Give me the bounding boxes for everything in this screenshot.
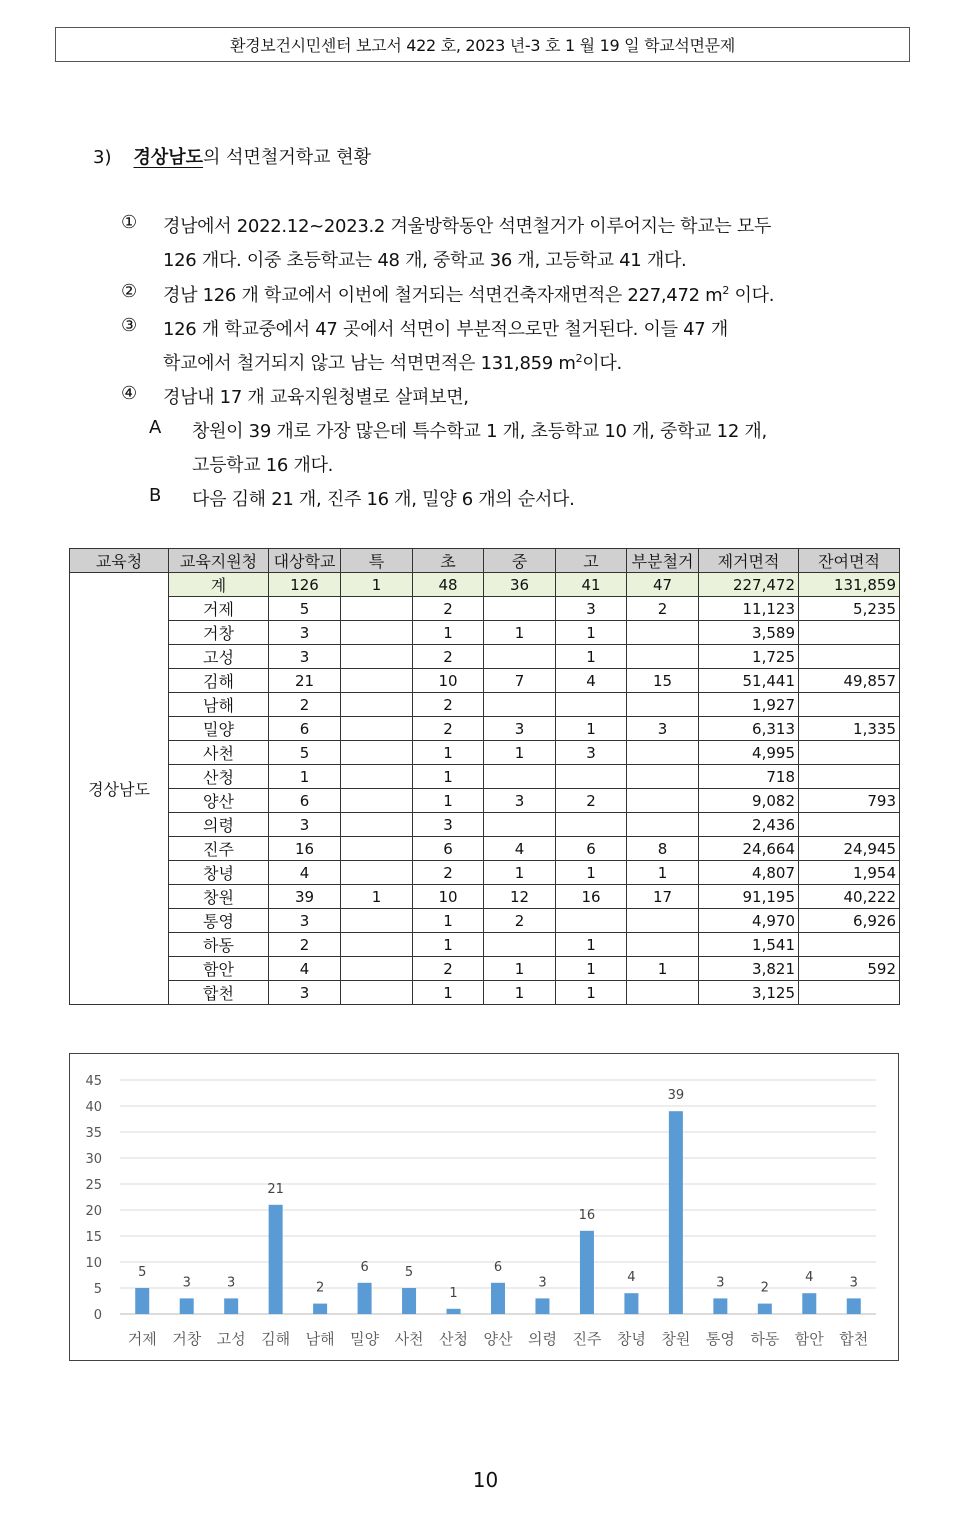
table-cell xyxy=(799,813,900,837)
data-label: 5 xyxy=(138,1265,147,1280)
column-header: 초 xyxy=(413,549,484,573)
bar-산청 xyxy=(447,1309,461,1314)
table-cell xyxy=(627,621,699,645)
table-cell: 3 xyxy=(627,717,699,741)
y-tick-label: 35 xyxy=(85,1126,102,1141)
table-cell xyxy=(627,909,699,933)
total-cell: 48 xyxy=(413,573,484,597)
table-cell: 1 xyxy=(413,933,484,957)
x-category-label: 산청 xyxy=(439,1330,469,1348)
table-cell: 8 xyxy=(627,837,699,861)
table-cell: 4 xyxy=(269,957,341,981)
bar-창원 xyxy=(669,1111,683,1314)
bar-의령 xyxy=(535,1298,549,1314)
table-cell xyxy=(484,597,556,621)
table-cell: 10 xyxy=(413,669,484,693)
section-title xyxy=(93,143,371,169)
table-cell xyxy=(799,645,900,669)
office-name-cell: 산청 xyxy=(169,765,269,789)
table-cell: 3,125 xyxy=(699,981,799,1005)
table-cell: 793 xyxy=(799,789,900,813)
office-name-cell: 통영 xyxy=(169,909,269,933)
table-cell: 3 xyxy=(484,789,556,813)
table-cell: 3 xyxy=(269,621,341,645)
table-cell xyxy=(627,765,699,789)
table-cell: 1 xyxy=(413,765,484,789)
region-cell: 경상남도 xyxy=(70,573,169,1005)
table-cell: 2 xyxy=(556,789,627,813)
table-row xyxy=(70,933,900,957)
subitem-marker: B xyxy=(149,485,162,506)
y-tick-label: 10 xyxy=(85,1256,102,1271)
table-cell: 6 xyxy=(556,837,627,861)
table-cell: 1 xyxy=(413,789,484,813)
x-category-label: 양산 xyxy=(483,1330,513,1348)
table-row xyxy=(70,909,900,933)
x-category-label: 창원 xyxy=(661,1330,691,1348)
office-name-cell: 창녕 xyxy=(169,861,269,885)
bar-통영 xyxy=(713,1298,727,1314)
table-row xyxy=(70,645,900,669)
report-header xyxy=(55,27,910,62)
table-cell: 718 xyxy=(699,765,799,789)
table-row xyxy=(70,813,900,837)
table-cell: 5 xyxy=(269,741,341,765)
bar-창녕 xyxy=(624,1293,638,1314)
table-cell xyxy=(341,861,413,885)
column-header: 부분철거 xyxy=(627,549,699,573)
table-cell xyxy=(341,693,413,717)
table-cell xyxy=(556,909,627,933)
table-row xyxy=(70,981,900,1005)
x-category-label: 통영 xyxy=(705,1330,735,1348)
table-cell: 16 xyxy=(556,885,627,909)
table-cell: 2 xyxy=(627,597,699,621)
item-2-line xyxy=(163,281,774,307)
item-marker: ③ xyxy=(121,315,138,336)
superscript: 2 xyxy=(575,352,583,365)
table-cell: 4,807 xyxy=(699,861,799,885)
data-label: 39 xyxy=(667,1088,685,1104)
table-cell xyxy=(341,717,413,741)
table-cell: 2 xyxy=(269,933,341,957)
table-cell: 6 xyxy=(269,717,341,741)
table-cell: 1,541 xyxy=(699,933,799,957)
table-cell xyxy=(341,645,413,669)
table-cell: 9,082 xyxy=(699,789,799,813)
table-cell: 49,857 xyxy=(799,669,900,693)
table-cell xyxy=(627,933,699,957)
table-cell xyxy=(556,693,627,717)
data-label: 4 xyxy=(805,1270,814,1286)
table-cell: 2 xyxy=(413,597,484,621)
table-cell: 2 xyxy=(413,957,484,981)
table-cell: 3,589 xyxy=(699,621,799,645)
data-label: 1 xyxy=(449,1285,458,1301)
data-label: 6 xyxy=(360,1259,369,1275)
table-cell: 2 xyxy=(413,693,484,717)
item-marker: ② xyxy=(121,281,138,302)
superscript: 2 xyxy=(722,284,730,297)
table-cell: 24,664 xyxy=(699,837,799,861)
column-header: 대상학교 xyxy=(269,549,341,573)
table-row xyxy=(70,837,900,861)
table-cell: 1,335 xyxy=(799,717,900,741)
table-cell xyxy=(341,669,413,693)
table-cell: 3 xyxy=(556,597,627,621)
table-cell: 1 xyxy=(269,765,341,789)
item-marker: ① xyxy=(121,212,138,233)
table-cell xyxy=(484,693,556,717)
table-cell xyxy=(627,645,699,669)
table-cell: 1,725 xyxy=(699,645,799,669)
y-tick-label: 25 xyxy=(85,1178,102,1193)
y-tick-label: 30 xyxy=(85,1152,102,1167)
office-name-cell: 함안 xyxy=(169,957,269,981)
table-row xyxy=(70,789,900,813)
x-category-label: 거창 xyxy=(172,1330,202,1348)
data-label: 3 xyxy=(538,1275,547,1291)
item-2-text-end: 이다. xyxy=(729,285,775,306)
table-cell: 3 xyxy=(269,645,341,669)
table-cell: 6,926 xyxy=(799,909,900,933)
total-label: 계 xyxy=(169,573,269,597)
table-cell xyxy=(627,693,699,717)
data-label: 3 xyxy=(849,1275,858,1291)
table-cell xyxy=(799,765,900,789)
table-row xyxy=(70,765,900,789)
table-cell: 1 xyxy=(484,861,556,885)
y-tick-label: 0 xyxy=(93,1308,102,1323)
table-cell: 1 xyxy=(556,933,627,957)
bar-김해 xyxy=(269,1205,283,1314)
table-cell: 4 xyxy=(269,861,341,885)
table-cell: 1 xyxy=(556,957,627,981)
subitem-a-line-2: 고등학교 16 개다. xyxy=(192,455,334,476)
table-cell xyxy=(799,621,900,645)
x-category-label: 하동 xyxy=(750,1330,780,1348)
subitem-a-line-1: 창원이 39 개로 가장 많은데 특수학교 1 개, 초등학교 10 개, 중학교 12 개, xyxy=(192,421,767,442)
table-cell: 91,195 xyxy=(699,885,799,909)
table-cell: 1 xyxy=(556,621,627,645)
table-cell: 2 xyxy=(413,645,484,669)
table-row xyxy=(70,669,900,693)
table-cell xyxy=(341,957,413,981)
table-cell: 1 xyxy=(556,981,627,1005)
total-cell: 41 xyxy=(556,573,627,597)
table-cell: 1 xyxy=(556,717,627,741)
table-cell: 10 xyxy=(413,885,484,909)
table-cell: 2 xyxy=(413,861,484,885)
table-cell xyxy=(484,813,556,837)
table-row xyxy=(70,621,900,645)
table-cell: 1 xyxy=(413,741,484,765)
office-name-cell: 거제 xyxy=(169,597,269,621)
table-cell: 40,222 xyxy=(799,885,900,909)
table-cell: 6 xyxy=(413,837,484,861)
table-cell: 5 xyxy=(269,597,341,621)
table-cell: 15 xyxy=(627,669,699,693)
table-row xyxy=(70,597,900,621)
bar-양산 xyxy=(491,1283,505,1314)
report-header-text: 환경보건시민센터 보고서 422 호, 2023 년-3 호 1 월 19 일 학교석면문제 xyxy=(229,36,735,55)
data-label: 2 xyxy=(315,1280,325,1296)
table-cell xyxy=(627,813,699,837)
column-header: 고 xyxy=(556,549,627,573)
table-cell xyxy=(484,645,556,669)
table-cell: 3 xyxy=(556,741,627,765)
schools-by-office-chart xyxy=(69,1053,899,1361)
item-1-line-1: 경남에서 2022.12~2023.2 겨울방학동안 석면철거가 이루어지는 학교는 모두 xyxy=(163,216,772,237)
table-cell: 1 xyxy=(627,861,699,885)
column-header: 특 xyxy=(341,549,413,573)
table-row xyxy=(70,741,900,765)
office-name-cell: 합천 xyxy=(169,981,269,1005)
asbestos-schools-table xyxy=(69,548,900,1005)
table-row xyxy=(70,885,900,909)
data-label: 3 xyxy=(182,1275,191,1291)
table-cell: 11,123 xyxy=(699,597,799,621)
x-category-label: 고성 xyxy=(216,1330,246,1348)
subitem-marker: A xyxy=(149,417,162,438)
table-cell: 4 xyxy=(556,669,627,693)
table-cell: 1 xyxy=(484,621,556,645)
table-cell: 4 xyxy=(484,837,556,861)
table-cell xyxy=(341,909,413,933)
total-cell: 1 xyxy=(341,573,413,597)
column-header: 잔여면적 xyxy=(799,549,900,573)
y-tick-label: 40 xyxy=(85,1100,102,1115)
item-3-line-2 xyxy=(163,349,622,375)
table-cell: 2 xyxy=(269,693,341,717)
table-cell xyxy=(341,597,413,621)
column-header: 교육지원청 xyxy=(169,549,269,573)
table-cell: 3 xyxy=(413,813,484,837)
bar-합천 xyxy=(847,1298,861,1314)
subitem-b-line: 다음 김해 21 개, 진주 16 개, 밀양 6 개의 순서다. xyxy=(192,489,575,510)
y-tick-label: 5 xyxy=(93,1282,102,1297)
table-cell: 3 xyxy=(484,717,556,741)
data-label: 6 xyxy=(493,1259,503,1275)
x-category-label: 진주 xyxy=(572,1330,602,1348)
table-row xyxy=(70,693,900,717)
table-cell: 1 xyxy=(556,645,627,669)
bar-chart-svg xyxy=(70,1054,898,1360)
column-header: 제거면적 xyxy=(699,549,799,573)
data-label: 3 xyxy=(227,1275,236,1291)
table-cell xyxy=(799,933,900,957)
table-cell: 6 xyxy=(269,789,341,813)
table-total-row xyxy=(70,573,900,597)
table-cell: 592 xyxy=(799,957,900,981)
bar-고성 xyxy=(224,1298,238,1314)
table-cell xyxy=(341,837,413,861)
data-label: 4 xyxy=(627,1270,636,1286)
table-row xyxy=(70,957,900,981)
table-cell xyxy=(484,765,556,789)
table-cell: 1 xyxy=(484,741,556,765)
y-tick-label: 45 xyxy=(85,1074,102,1089)
bar-사천 xyxy=(402,1288,416,1314)
table-cell: 3,821 xyxy=(699,957,799,981)
table-cell: 1 xyxy=(556,861,627,885)
table-cell: 1 xyxy=(413,621,484,645)
table-cell xyxy=(341,933,413,957)
section-title-region: 경상남도 xyxy=(133,147,204,168)
table-cell: 1 xyxy=(413,909,484,933)
table-cell xyxy=(799,741,900,765)
table-cell: 6,313 xyxy=(699,717,799,741)
page-number: 10 xyxy=(472,1468,499,1492)
total-cell: 227,472 xyxy=(699,573,799,597)
table-cell: 1 xyxy=(484,981,556,1005)
office-name-cell: 진주 xyxy=(169,837,269,861)
bar-밀양 xyxy=(358,1283,372,1314)
table-cell xyxy=(799,693,900,717)
table-cell: 17 xyxy=(627,885,699,909)
table-cell: 4,995 xyxy=(699,741,799,765)
office-name-cell: 의령 xyxy=(169,813,269,837)
x-category-label: 의령 xyxy=(527,1330,557,1348)
table-cell xyxy=(799,981,900,1005)
x-category-label: 합천 xyxy=(839,1330,869,1348)
item-3-line-1: 126 개 학교중에서 47 곳에서 석면이 부분적으로만 철거된다. 이들 47 개 xyxy=(163,319,728,340)
column-header: 중 xyxy=(484,549,556,573)
x-category-label: 거제 xyxy=(127,1330,157,1348)
bar-진주 xyxy=(580,1231,594,1314)
item-3-text: 학교에서 철거되지 않고 남는 석면면적은 131,859 m xyxy=(163,353,576,374)
table-cell: 12 xyxy=(484,885,556,909)
table-cell: 24,945 xyxy=(799,837,900,861)
office-name-cell: 사천 xyxy=(169,741,269,765)
table-cell: 3 xyxy=(269,909,341,933)
table-cell: 39 xyxy=(269,885,341,909)
x-category-label: 함안 xyxy=(794,1330,824,1348)
table-cell: 2 xyxy=(484,909,556,933)
office-name-cell: 창원 xyxy=(169,885,269,909)
table-cell: 1 xyxy=(484,957,556,981)
table-cell: 1 xyxy=(413,981,484,1005)
office-name-cell: 하동 xyxy=(169,933,269,957)
total-cell: 131,859 xyxy=(799,573,900,597)
table-cell xyxy=(341,789,413,813)
table-cell: 1 xyxy=(627,957,699,981)
section-title-rest: 의 석면철거학교 현황 xyxy=(203,147,371,168)
table-cell xyxy=(484,933,556,957)
table-cell xyxy=(341,813,413,837)
column-header: 교육청 xyxy=(70,549,169,573)
table-cell xyxy=(341,765,413,789)
table-cell: 51,441 xyxy=(699,669,799,693)
office-name-cell: 고성 xyxy=(169,645,269,669)
total-cell: 36 xyxy=(484,573,556,597)
data-label: 2 xyxy=(760,1280,769,1296)
data-label: 3 xyxy=(716,1275,725,1291)
bar-남해 xyxy=(313,1304,327,1314)
total-cell: 47 xyxy=(627,573,699,597)
table-cell: 7 xyxy=(484,669,556,693)
bar-함안 xyxy=(802,1293,816,1314)
x-category-label: 창녕 xyxy=(616,1330,646,1348)
table-cell xyxy=(556,813,627,837)
item-2-text: 경남 126 개 학교에서 이번에 철거되는 석면건축자재면적은 227,472 m xyxy=(163,285,723,306)
office-name-cell: 김해 xyxy=(169,669,269,693)
office-name-cell: 거창 xyxy=(169,621,269,645)
table-cell: 21 xyxy=(269,669,341,693)
table-cell: 5,235 xyxy=(799,597,900,621)
bar-거제 xyxy=(135,1288,149,1314)
table-cell xyxy=(627,981,699,1005)
office-name-cell: 양산 xyxy=(169,789,269,813)
total-cell: 126 xyxy=(269,573,341,597)
table-header-row xyxy=(70,549,900,573)
office-name-cell: 밀양 xyxy=(169,717,269,741)
x-category-label: 김해 xyxy=(261,1330,291,1348)
data-label: 16 xyxy=(578,1207,596,1223)
table-cell: 16 xyxy=(269,837,341,861)
table-cell: 1,954 xyxy=(799,861,900,885)
section-number: 3) xyxy=(93,147,112,168)
item-4-line: 경남내 17 개 교육지원청별로 살펴보면, xyxy=(163,387,469,408)
office-name-cell: 남해 xyxy=(169,693,269,717)
table-cell xyxy=(341,741,413,765)
table-cell: 1 xyxy=(341,885,413,909)
table-cell xyxy=(627,789,699,813)
y-tick-label: 15 xyxy=(85,1230,102,1245)
table-cell xyxy=(556,765,627,789)
table-cell: 2 xyxy=(413,717,484,741)
table-row xyxy=(70,717,900,741)
y-tick-label: 20 xyxy=(85,1204,102,1219)
table-cell xyxy=(341,621,413,645)
x-category-label: 밀양 xyxy=(350,1330,380,1348)
table-cell: 3 xyxy=(269,813,341,837)
item-marker: ④ xyxy=(121,383,138,404)
x-category-label: 남해 xyxy=(305,1330,335,1348)
data-label: 5 xyxy=(404,1265,414,1280)
item-3-text-end: 이다. xyxy=(582,353,622,374)
data-label: 21 xyxy=(267,1181,284,1197)
table-cell: 1,927 xyxy=(699,693,799,717)
bar-하동 xyxy=(758,1304,772,1314)
table-row xyxy=(70,861,900,885)
table-cell: 2,436 xyxy=(699,813,799,837)
bar-거창 xyxy=(180,1298,194,1314)
table-cell: 3 xyxy=(269,981,341,1005)
item-1-line-2: 126 개다. 이중 초등학교는 48 개, 중학교 36 개, 고등학교 41 개다. xyxy=(163,250,687,271)
x-category-label: 사천 xyxy=(394,1330,424,1348)
table-cell xyxy=(627,741,699,765)
table-cell: 4,970 xyxy=(699,909,799,933)
table-cell xyxy=(341,981,413,1005)
